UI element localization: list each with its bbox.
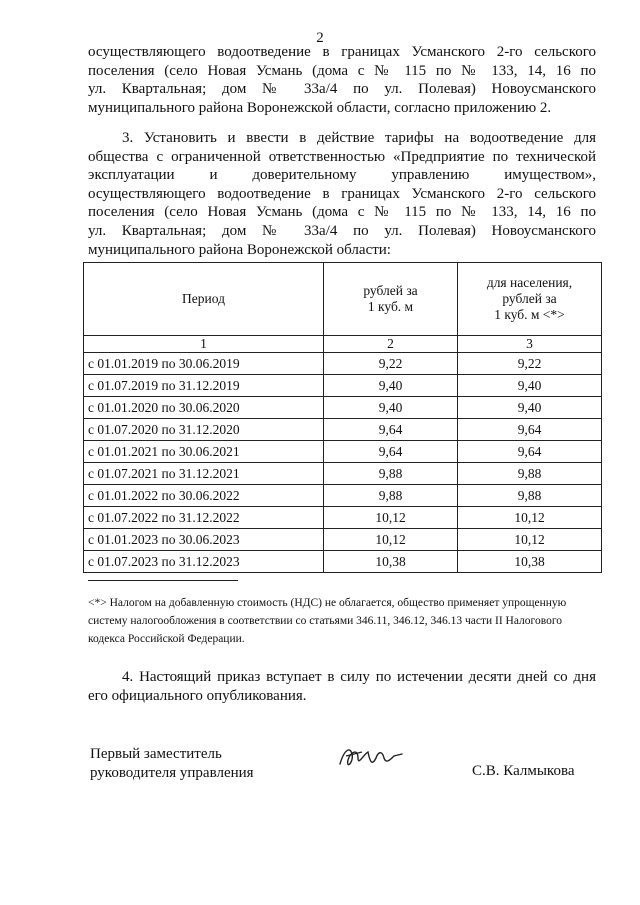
paragraph-3 <box>88 129 596 259</box>
period-cell: с 01.01.2023 по 30.06.2023 <box>84 529 324 551</box>
period-cell: с 01.01.2019 по 30.06.2019 <box>84 353 324 375</box>
footnote-line: кодекса Российской Федерации. <box>88 633 245 645</box>
population-cell: 9,64 <box>458 441 602 463</box>
rate-cell: 9,64 <box>324 441 458 463</box>
table-row <box>84 485 602 507</box>
rate-cell: 9,64 <box>324 419 458 441</box>
text-line: 4. Настоящий приказ вступает в силу по истечении десяти дней со дня <box>122 669 596 685</box>
column-number-row <box>84 336 602 353</box>
column-number: 3 <box>458 336 602 353</box>
footnote-line: <*> Налогом на добавленную стоимость (НДС) не облагается, общество применяет упрощенную <box>88 597 567 609</box>
rate-cell: 9,88 <box>324 485 458 507</box>
paragraph-4 <box>88 668 596 705</box>
header-rate-line-2: 1 куб. м <box>367 299 414 314</box>
rate-cell: 9,88 <box>324 463 458 485</box>
text-line: ул. Квартальная; дом № 33а/4 по ул. Полевая) Новоусманского <box>88 81 596 98</box>
rate-cell: 10,12 <box>324 507 458 529</box>
rate-cell: 10,12 <box>324 529 458 551</box>
page-number: 2 <box>316 30 324 46</box>
header-population-line-1: для населения, <box>486 275 573 290</box>
table-row <box>84 441 602 463</box>
text-line: ул. Квартальная; дом № 33а/4 по ул. Полевая) Новоусманского <box>88 222 596 239</box>
population-cell: 9,22 <box>458 353 602 375</box>
text-line: общества с ограниченной ответственностью «Предприятие по технической <box>88 148 596 165</box>
header-population-line-2: рублей за <box>502 291 557 306</box>
table-row <box>84 375 602 397</box>
text-line: муниципального района Воронежской области, согласно приложению 2. <box>88 99 552 116</box>
column-number: 1 <box>84 336 324 353</box>
rate-cell: 9,22 <box>324 353 458 375</box>
table-row <box>84 353 602 375</box>
text-line: эксплуатации и доверительному управлению имуществом», <box>88 167 596 184</box>
rate-cell: 9,40 <box>324 397 458 419</box>
text-line: муниципального района Воронежской области: <box>88 241 391 258</box>
table-row <box>84 397 602 419</box>
table-row <box>84 463 602 485</box>
table-header-row <box>84 263 602 336</box>
population-cell: 9,88 <box>458 463 602 485</box>
population-cell: 10,12 <box>458 507 602 529</box>
header-population-line-3: 1 куб. м <*> <box>494 307 565 322</box>
column-number: 2 <box>324 336 458 353</box>
population-cell: 10,38 <box>458 551 602 573</box>
header-rate <box>324 263 458 336</box>
population-cell: 9,40 <box>458 375 602 397</box>
text-line: 3. Установить и ввести в действие тарифы на водоотведение для <box>122 130 596 146</box>
text-line: поселения (село Новая Усмань (дома с № 115 по № 133, 14, 16 по <box>88 204 596 221</box>
signatory-position <box>90 745 254 783</box>
footnote-line: систему налогообложения в соответствии со статьями 346.11, 346.12, 346.13 части II Налогового <box>88 615 563 627</box>
footnote-divider <box>88 580 238 581</box>
population-cell: 10,12 <box>458 529 602 551</box>
text-line: его официального опубликования. <box>88 687 307 704</box>
period-cell: с 01.01.2022 по 30.06.2022 <box>84 485 324 507</box>
period-cell: с 01.01.2020 по 30.06.2020 <box>84 397 324 419</box>
population-cell: 9,40 <box>458 397 602 419</box>
rate-cell: 10,38 <box>324 551 458 573</box>
period-cell: с 01.07.2020 по 31.12.2020 <box>84 419 324 441</box>
header-period: Период <box>84 263 324 336</box>
header-population <box>458 263 602 336</box>
text-line: осуществляющего водоотведение в границах Усманского 2-го сельского <box>88 44 596 60</box>
period-cell: с 01.07.2023 по 31.12.2023 <box>84 551 324 573</box>
population-cell: 9,88 <box>458 485 602 507</box>
table-row <box>84 507 602 529</box>
tariff-table <box>83 262 602 573</box>
period-cell: с 01.07.2021 по 31.12.2021 <box>84 463 324 485</box>
table-row <box>84 551 602 573</box>
position-line: Первый заместитель <box>90 746 222 762</box>
rate-cell: 9,40 <box>324 375 458 397</box>
footnote <box>88 594 598 648</box>
text-line: осуществляющего водоотведение в границах Усманского 2-го сельского <box>88 185 596 202</box>
signatory-name: С.В. Калмыкова <box>472 763 575 779</box>
population-cell: 9,64 <box>458 419 602 441</box>
header-rate-line-1: рублей за <box>363 283 418 298</box>
position-line: руководителя управления <box>90 765 254 781</box>
handwritten-signature <box>336 740 406 776</box>
table-row <box>84 529 602 551</box>
period-cell: с 01.01.2021 по 30.06.2021 <box>84 441 324 463</box>
text-line: поселения (село Новая Усмань (дома с № 115 по № 133, 14, 16 по <box>88 62 596 79</box>
table-row <box>84 419 602 441</box>
paragraph-continued <box>88 43 596 117</box>
period-cell: с 01.07.2019 по 31.12.2019 <box>84 375 324 397</box>
period-cell: с 01.07.2022 по 31.12.2022 <box>84 507 324 529</box>
